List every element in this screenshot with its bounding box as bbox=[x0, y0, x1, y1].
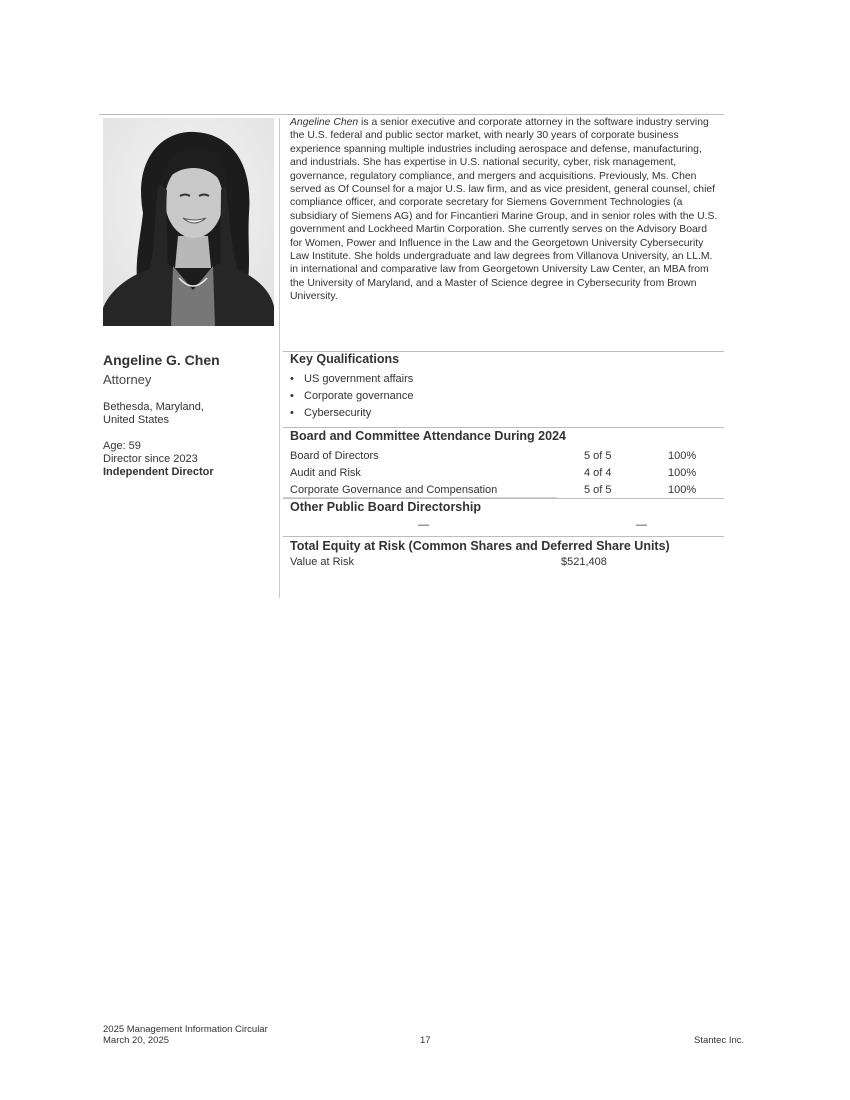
bio-text: is a senior executive and corporate attorney in the software industry serving the U.S. federal and public sector market, with nearly 30 years of corporate business experience spanning multiple industries including aerospace and defense, manufacturing, and industrials. She has expertise in U.S. national security, cyber, risk management, governance, regulatory compliance, and mergers and acquisitions. Previously, Ms. Chen served as Of Counsel for a major U.S. law firm, and as vice president, general counsel, chief compliance officer, and corporate secretary for Siemens Government Technologies (a subsidiary of Siemens AG) and for Fincantieri Marine Group, and in senior roles with the U.S. government and Lockheed Martin Corporation. She currently serves on the Advisory Board for Women, Power and Influence in the Law and the Georgetown University Cybersecurity Law Institute. She holds undergraduate and law degrees from Villanova University, an LL.M. in international and comparative law from Georgetown University Law Center, an MBA from the University of Maryland, and a Master of Science degree in Cybersecurity from Brown University. bbox=[290, 117, 718, 303]
other-boards-entity: — bbox=[418, 519, 429, 531]
attendance-heading: Board and Committee Attendance During 2024 bbox=[290, 429, 566, 443]
section-divider bbox=[283, 498, 724, 499]
qualification-text: Cybersecurity bbox=[304, 407, 372, 419]
footer-document-info bbox=[103, 1024, 268, 1046]
director-age: Age: 59 bbox=[103, 440, 141, 452]
equity-label: Value at Risk bbox=[290, 556, 354, 568]
list-item bbox=[290, 389, 413, 406]
bullet-icon: • bbox=[290, 390, 294, 402]
committee-name: Board of Directors bbox=[290, 450, 379, 462]
director-since: Director since 2023 bbox=[103, 453, 198, 465]
attendance-percent: 100% bbox=[668, 450, 697, 462]
location-country: United States bbox=[103, 414, 170, 426]
list-item bbox=[290, 372, 413, 389]
other-boards-heading: Other Public Board Directorship bbox=[290, 500, 482, 514]
list-item bbox=[290, 406, 413, 423]
attendance-percent: 100% bbox=[668, 467, 697, 479]
bullet-icon: • bbox=[290, 373, 294, 385]
independence-status: Independent Director bbox=[103, 466, 214, 478]
meetings-attended: 4 of 4 bbox=[584, 467, 612, 479]
table-row bbox=[290, 467, 720, 483]
director-name: Angeline G. Chen bbox=[103, 352, 220, 368]
table-row bbox=[290, 450, 720, 466]
section-divider bbox=[283, 427, 724, 428]
meetings-attended: 5 of 5 bbox=[584, 450, 612, 462]
committee-name: Audit and Risk bbox=[290, 467, 361, 479]
qualification-text: US government affairs bbox=[304, 373, 414, 385]
attendance-percent: 100% bbox=[668, 484, 697, 496]
equity-value: $521,408 bbox=[561, 556, 607, 568]
director-details bbox=[103, 440, 273, 479]
bullet-icon: • bbox=[290, 407, 294, 419]
director-location bbox=[103, 401, 273, 427]
director-biography bbox=[290, 116, 720, 304]
footer-date: March 20, 2025 bbox=[103, 1035, 170, 1046]
key-qualifications-list bbox=[290, 372, 413, 423]
committee-name: Corporate Governance and Compensation bbox=[290, 484, 498, 496]
page-number: 17 bbox=[420, 1035, 431, 1046]
footer-doc-title: 2025 Management Information Circular bbox=[103, 1024, 268, 1035]
footer-company: Stantec Inc. bbox=[694, 1035, 745, 1046]
equity-heading: Total Equity at Risk (Common Shares and Deferred Share Units) bbox=[290, 539, 670, 553]
column-divider bbox=[279, 118, 280, 598]
director-profile bbox=[103, 352, 273, 479]
other-boards-committee: — bbox=[636, 519, 647, 531]
meetings-attended: 5 of 5 bbox=[584, 484, 612, 496]
section-divider bbox=[283, 536, 724, 537]
location-city: Bethesda, Maryland, bbox=[103, 401, 204, 413]
top-divider bbox=[99, 114, 724, 115]
bio-director-name: Angeline Chen bbox=[290, 117, 359, 128]
director-portrait bbox=[103, 118, 274, 326]
director-role: Attorney bbox=[103, 372, 152, 387]
qualification-text: Corporate governance bbox=[304, 390, 414, 402]
key-qualifications-heading: Key Qualifications bbox=[290, 352, 400, 366]
